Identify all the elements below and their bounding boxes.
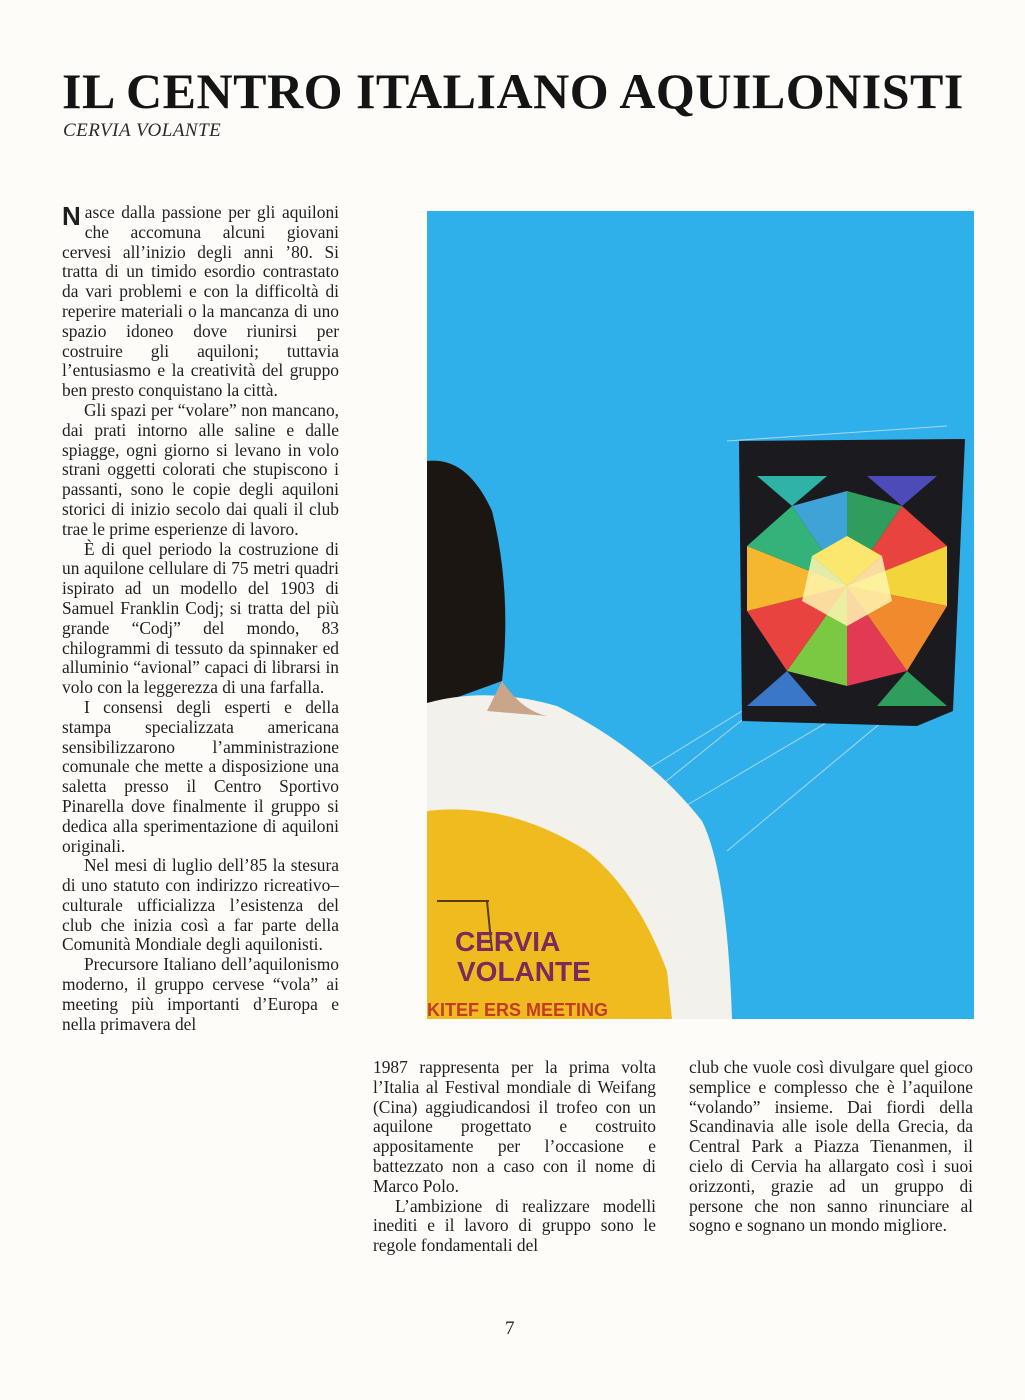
article-paragraph: 1987 rappresenta per la prima volta l’Italia al Festival mondiale di Weifang (Cina) aggiudicandosi il trofeo con un aquilone progettato e costruito appositamente per l’occasione e battezzato non a caso con il nome di Marco Polo. <box>373 1057 656 1196</box>
article-column-1 <box>62 203 339 1034</box>
article-column-2 <box>373 1058 656 1256</box>
article-paragraph: Nel mesi di luglio dell’85 la stesura di uno statuto con indirizzo ricreativo–culturale ufficializza l’esistenza del club che inizia così a far parte della Comunità Mondiale degli aquilonisti. <box>62 855 339 955</box>
article-paragraph: È di quel periodo la costruzione di un aquilone cellulare di 75 metri quadri ispirato ad un modello del 1903 di Samuel Franklin Codj; si tratta del più grande “Codj” del mondo, 83 chilogrammi di tessuto da spinnaker ed alluminio “avional” capaci di librarsi in volo con la leggerezza di una farfalla. <box>62 538 339 698</box>
article-paragraph: L’ambizione di realizzare modelli inediti e il lavoro di gruppo sono le regole fondamentali del <box>373 1195 656 1256</box>
article-paragraph <box>62 203 339 401</box>
paragraph-text: asce dalla passione per gli aquiloni che accomuna alcuni giovani cervesi all’inizio degli anni ’80. Si tratta di un timido esordio contrastato da vari problemi e con la difficoltà di reperire materiali o la mancanza di uno spazio idoneo dove riunirsi per costruire gli aquiloni; tuttavia l’entusiasmo e la creatività del gruppo ben presto conquistano la città. <box>62 202 339 401</box>
article-column-3 <box>689 1058 973 1236</box>
kite-photo <box>427 211 974 1019</box>
article-paragraph: Precursore Italiano dell’aquilonismo moderno, il gruppo cervese “vola” ai meeting più importanti d’Europa e nella primavera del <box>62 954 339 1034</box>
page-title: IL CENTRO ITALIANO AQUILONISTI <box>62 63 964 119</box>
shirt-text-3: KITEF ERS MEETING <box>427 1000 609 1019</box>
shirt-text-1: CERVIA <box>455 926 561 957</box>
kite <box>739 439 965 726</box>
article-paragraph: club che vuole così divulgare quel gioco semplice e complesso che è l’aquilone “volando” insieme. Dai fiordi della Scandinavia alle isole della Grecia, da Central Park a Piazza Tienanmen, il cielo di Cervia ha allargato così i suoi orizzonti, grazie ad un gruppo di persone che non sanno rinunciare al sogno e sognano un mondo migliore. <box>689 1057 973 1236</box>
article-paragraph: I consensi degli esperti e della stampa specializzata americana sensibilizzarono l’amministrazione comunale che mette a disposizione una saletta presso il Centro Sportivo Pinarella dove finalmente il gruppo si dedica alla sperimentazione di aquiloni originali. <box>62 696 339 856</box>
dropcap: N <box>62 201 81 231</box>
article-paragraph: Gli spazi per “volare” non mancano, dai prati intorno alle saline e dalle spiagge, ogni giorno si levano in volo strani oggetti colorati che stupiscono i passanti, sono le copie degli aquiloni storici di inizio secolo dai quali il club trae le prime esperienze di lavoro. <box>62 399 339 539</box>
page-number: 7 <box>505 1318 515 1339</box>
page-subtitle: CERVIA VOLANTE <box>63 120 222 141</box>
shirt-text-2: VOLANTE <box>457 956 591 987</box>
